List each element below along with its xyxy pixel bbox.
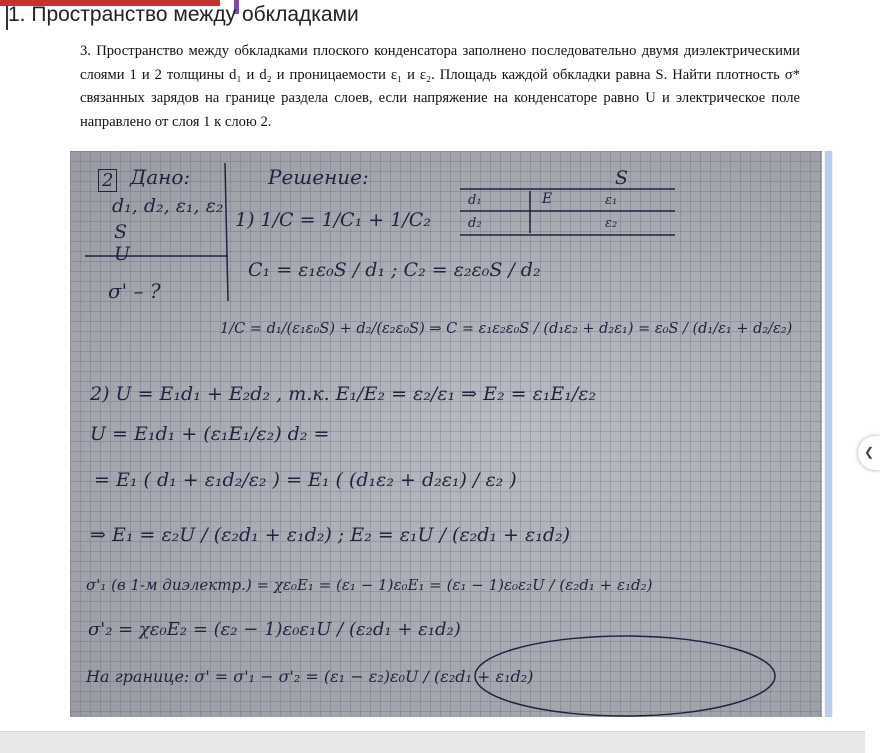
solution-line-4: 2) U = E₁d₁ + E₂d₂ , т.к. E₁/E₂ = ε₂/ε₁ ⇒ E₂ = ε₁E₁/ε₂ [90,383,597,405]
figure-d1-label: d₁ [468,193,482,208]
solution-line-1: 1) 1/C = 1/C₁ + 1/C₂ [235,209,431,231]
problem-statement: 3. Пространство между обкладками плоского конденсатора заполнено последовательно двумя диэлектрическими слоями 1 и 2 толщины d₁ и d₂ и проницаемости ε₁ и ε₂. Площадь каждой обкладки равна S. Найти плотность σ* связанных зарядов на границе раздела слоев, если напряжение на конденсаторе равно U и электрическое поле направлено от слоя 1 к слою 2. [80,43,800,130]
figure-eps2-label: ε₂ [605,216,618,231]
figure-field-label: E [542,191,553,207]
find-label: σ' – ? [108,279,161,303]
scrollbar-thumb[interactable] [825,151,832,717]
bottom-toolbar [0,731,865,753]
given-voltage: U [114,243,131,265]
chevron-left-icon: ❮ [864,445,875,459]
solution-line-7: ⇒ E₁ = ε₂U / (ε₂d₁ + ε₁d₂) ; E₂ = ε₁U / (ε₂d₁ + ε₁d₂) [90,524,571,546]
figure-area-label: S [615,167,629,189]
solution-label: Решение: [268,165,369,189]
solution-line-5: U = E₁d₁ + (ε₁E₁/ε₂) d₂ = [90,423,330,445]
given-label: Дано: [130,165,191,189]
solution-line-8: σ'₁ (в 1-м диэлектр.) = χε₀E₁ = (ε₁ − 1)ε₀E₁ = (ε₁ − 1)ε₀ε₂U / (ε₂d₁ + ε₁d₂) [86,576,653,594]
side-panel-toggle-button[interactable] [858,436,880,470]
solution-line-9: σ'₂ = χε₀E₂ = (ε₂ − 1)ε₀ε₁U / (ε₂d₁ + ε₁d₂) [88,619,461,640]
given-area: S [114,221,128,243]
figure-eps1-label: ε₁ [605,193,618,208]
problem-number: 2 [98,169,117,192]
solution-line-6: = E₁ ( d₁ + ε₁d₂/ε₂ ) = E₁ ( (d₁ε₂ + d₂ε₁) / ε₂ ) [94,469,517,491]
given-values: d₁, d₂, ε₁, ε₂ [112,195,224,217]
figure-d2-label: d₂ [468,216,482,231]
document-title: 1. Пространство между обкладками [8,3,359,26]
solution-line-3: 1/C = d₁/(ε₁ε₀S) + d₂/(ε₂ε₀S) ⇒ C = ε₁ε₂ε₀S / (d₁ε₂ + d₂ε₁) = ε₀S / (d₁/ε₁ + d₂/ε₂) [220,321,793,337]
solution-line-10: На границе: σ' = σ'₁ − σ'₂ = (ε₁ − ε₂)ε₀U / (ε₂d₁ + ε₁d₂) [86,667,534,686]
solution-line-2: C₁ = ε₁ε₀S / d₁ ; C₂ = ε₂ε₀S / d₂ [248,259,541,281]
handwritten-solution-photo [70,151,822,717]
